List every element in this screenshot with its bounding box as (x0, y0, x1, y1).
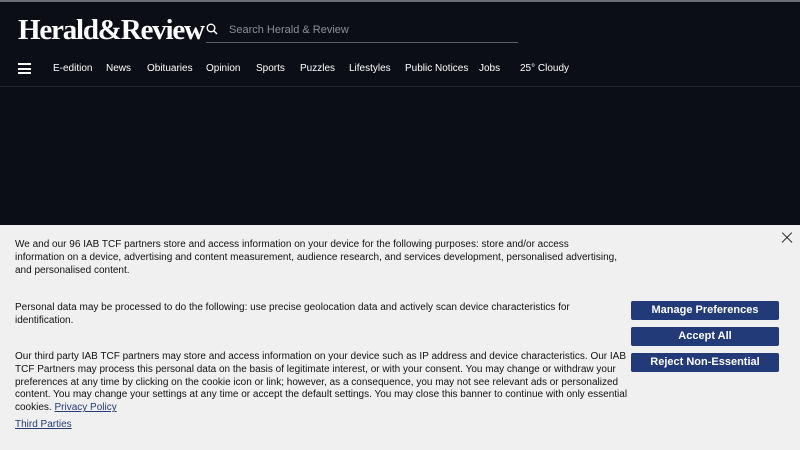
consent-partners-text (15, 351, 630, 415)
search-bar[interactable] (206, 18, 518, 43)
consent-purposes-text: We and our 96 IAB TCF partners store and access information on your device for the following purposes: store and/or access information on a device, advertising and content measurement, audience research, and services development, personalised advertising, and personalised content. (15, 239, 618, 276)
consent-processing-text: Personal data may be processed to do the following: use precise geolocation data and actively scan device characteristics for identification. (15, 302, 570, 326)
site-header (0, 2, 800, 87)
nav-item-lifestyles[interactable]: Lifestyles (349, 63, 391, 74)
nav-item-public-notices[interactable]: Public Notices (405, 63, 469, 74)
nav-item-obituaries[interactable]: Obituaries (147, 63, 193, 74)
third-parties-link[interactable]: Third Parties (15, 419, 72, 430)
nav-item-sports[interactable]: Sports (256, 63, 285, 74)
consent-partners-body: Our third party IAB TCF partners may store and access information on your device such as IP address and device characteristics. Our IAB TCF Partners may process this personal data on the basis of legitimate interest, or with your consent. You may change or withdraw your preferences at any time by clicking on the cookie icon or link; however, as a consequence, you may not see relevant ads or personalized content. You may change your settings at any time or accept the default settings. You may close this banner to continue with only essential cookies. (15, 351, 628, 414)
hamburger-menu-icon[interactable] (18, 63, 31, 74)
search-icon[interactable] (206, 23, 218, 35)
nav-item-opinion[interactable]: Opinion (206, 63, 241, 74)
reject-non-essential-button[interactable]: Reject Non-Essential (631, 353, 779, 372)
site-logo[interactable]: Herald&Review (18, 14, 204, 46)
nav-item-e-edition[interactable]: E-edition (53, 63, 93, 74)
manage-preferences-button[interactable]: Manage Preferences (631, 301, 779, 320)
nav-item-weather[interactable]: 25° Cloudy (520, 63, 570, 74)
nav-item-jobs[interactable]: Jobs (479, 63, 501, 74)
search-input[interactable] (227, 19, 516, 41)
accept-all-button[interactable]: Accept All (631, 327, 779, 346)
close-icon[interactable] (781, 232, 793, 244)
nav-item-puzzles[interactable]: Puzzles (300, 63, 336, 74)
page-content-area (0, 87, 800, 225)
nav-item-news[interactable]: News (106, 63, 132, 74)
privacy-policy-link[interactable]: Privacy Policy (54, 402, 117, 414)
main-nav (0, 60, 800, 80)
